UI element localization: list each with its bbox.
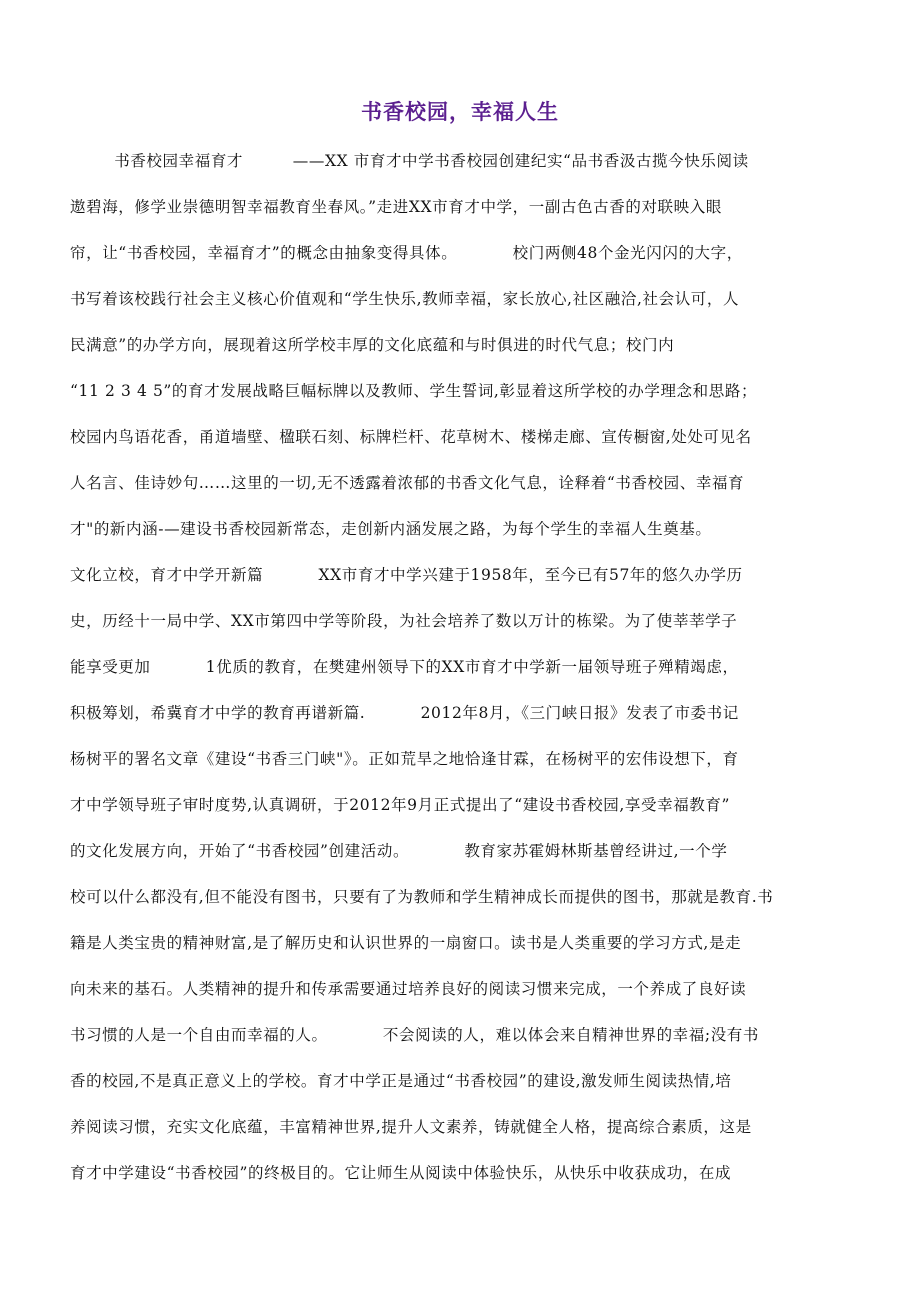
text-line: 才中学领导班子审时度势,认真调研，于2012年9月正式提出了“建设书香校园,享受幸福教育” xyxy=(70,796,731,814)
text-line: 帘，让“书香校园，幸福育才”的概念由抽象变得具体。 校门两侧48个金光闪闪的大字， xyxy=(70,244,743,262)
text-line: 香的校园,不是真正意义上的学校。育才中学正是通过“书香校园”的建设,激发师生阅读热情,培 xyxy=(70,1072,732,1090)
text-line: 民满意”的办学方向，展现着这所学校丰厚的文化底蕴和与时俱进的时代气息；校门内 xyxy=(70,336,675,354)
text-line: 校可以什么都没有,但不能没有图书，只要有了为教师和学生精神成长而提供的图书，那就是教育.书 xyxy=(70,888,774,906)
text-line: 能享受更加 1优质的教育，在樊建州领导下的XX市育才中学新一届领导班子殚精竭虑， xyxy=(70,658,739,676)
text-line: 的文化发展方向，开始了“书香校园”创建活动。 教育家苏霍姆林斯基曾经讲过,一个学 xyxy=(70,842,728,860)
document-title: 书香校园，幸福人生 xyxy=(361,100,559,124)
text-line: 史，历经十一局中学、XX市第四中学等阶段，为社会培养了数以万计的栋梁。为了使莘莘学子 xyxy=(70,612,738,630)
text-line: 积极筹划，希冀育才中学的教育再谱新篇. 2012年8月，《三门峡日报》发表了市委书记 xyxy=(70,704,739,722)
text-line: 向未来的基石。人类精神的提升和传承需要通过培养良好的阅读习惯来完成，一个养成了良好读 xyxy=(70,980,747,998)
text-line: 书习惯的人是一个自由而幸福的人。 不会阅读的人，难以体会来自精神世界的幸福;没有书 xyxy=(70,1026,759,1044)
document-body xyxy=(70,146,880,1204)
text-line: 籍是人类宝贵的精神财富,是了解历史和认识世界的一扇窗口。读书是人类重要的学习方式,是走 xyxy=(70,934,742,952)
text-line: 杨树平的署名文章《建设“书香三门峡"》。正如荒旱之地恰逢甘霖，在杨树平的宏伟设想下，育 xyxy=(70,750,739,768)
text-line: 书香校园幸福育才 ——XX 市育才中学书香校园创建纪实“品书香汲古揽今快乐阅读 xyxy=(70,152,749,170)
text-line: 文化立校，育才中学开新篇 XX市育才中学兴建于1958年，至今已有57年的悠久办学历 xyxy=(70,566,743,584)
text-line: “11 2 3 4 5”的育才发展战略巨幅标牌以及教师、学生誓词,彰显着这所学校的办学理念和思路； xyxy=(70,382,758,400)
text-line: 人名言、佳诗妙句……这里的一切,无不透露着浓郁的书香文化气息，诠释着“书香校园、幸福育 xyxy=(70,474,745,492)
text-line: 校园内鸟语花香，甬道墙壁、楹联石刻、标牌栏杆、花草树木、楼梯走廊、宣传橱窗,处处可见名 xyxy=(70,428,752,446)
text-line: 养阅读习惯，充实文化底蕴，丰富精神世界,提升人文素养，铸就健全人格，提高综合素质，这是 xyxy=(70,1118,752,1136)
text-line: 书写着该校践行社会主义核心价值观和“学生快乐,教师幸福，家长放心,社区融洽,社会认可，人 xyxy=(70,290,740,308)
text-line: 育才中学建设“书香校园”的终极目的。它让师生从阅读中体验快乐，从快乐中收获成功，在成 xyxy=(70,1164,732,1182)
text-line: 遨碧海，修学业崇德明智幸福教育坐春风。”走进XX市育才中学，一副古色古香的对联映入眼 xyxy=(70,198,722,216)
text-line: 才"的新内涵-—建设书香校园新常态，走创新内涵发展之路，为每个学生的幸福人生奠基。 xyxy=(70,520,712,538)
